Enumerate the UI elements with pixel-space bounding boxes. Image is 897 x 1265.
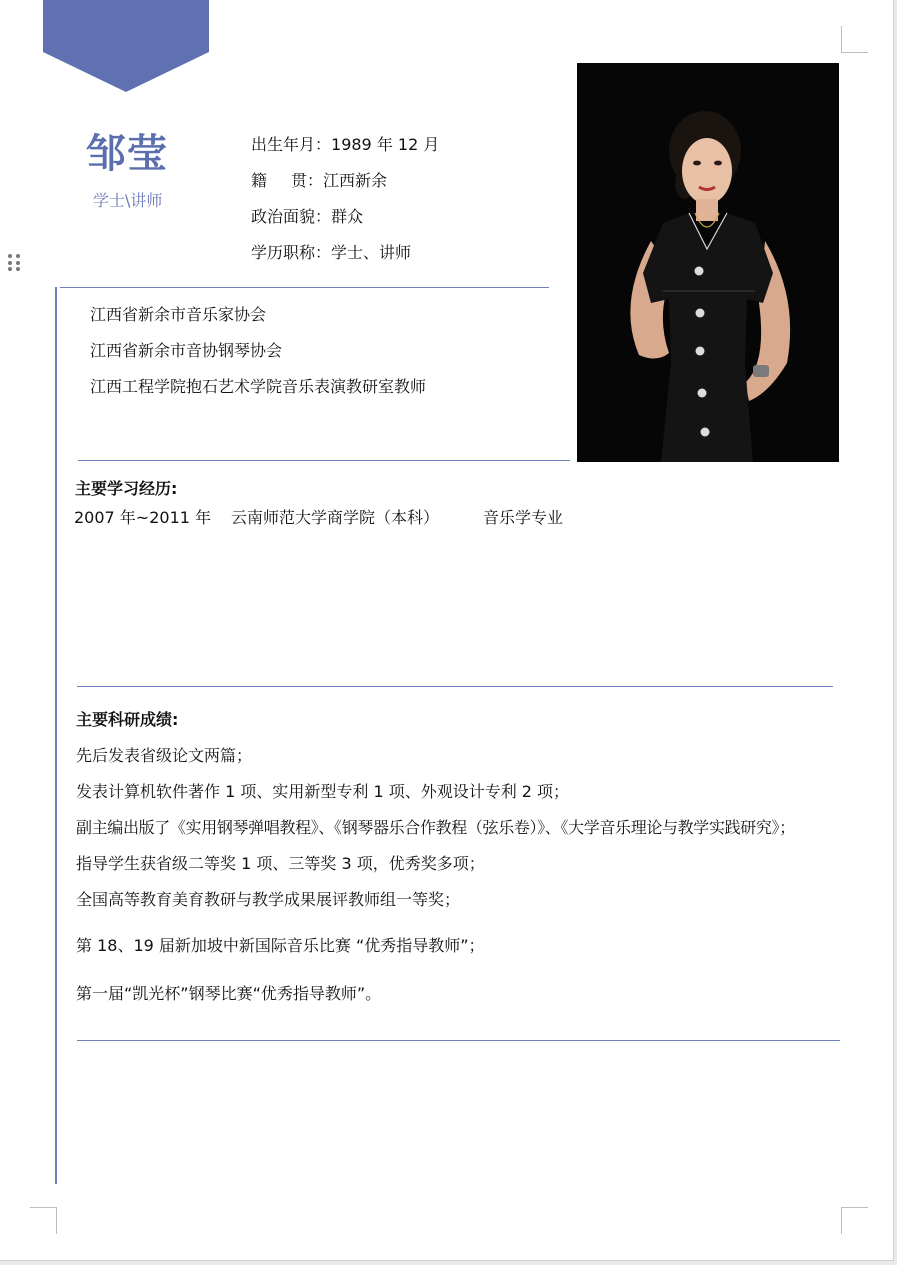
left-vertical-rule — [55, 287, 57, 1184]
info-native-place — [251, 168, 387, 191]
association-item: 江西省新余市音乐家协会 — [90, 305, 267, 324]
education-major: 音乐学专业 — [483, 508, 564, 527]
info-education-title-value: 学士、讲师 — [331, 243, 412, 262]
research-item: 先后发表省级论文两篇； — [76, 746, 253, 765]
research-item: 第一届“凯光杯”钢琴比赛“优秀指导教师”。 — [76, 984, 382, 1003]
divider-top — [60, 287, 549, 288]
info-birth-value: 1989 年 12 月 — [331, 135, 440, 154]
association-item: 江西省新余市音协钢琴协会 — [90, 341, 283, 360]
education-school: 云南师范大学商学院（本科） — [231, 508, 440, 527]
info-native-place-value: ：江西新余 — [307, 171, 388, 190]
divider-research — [77, 1040, 840, 1041]
education-period: 2007 年~2011 年 — [74, 508, 212, 527]
info-education-title-label: 学历职称： — [251, 243, 332, 262]
crop-mark-top-right — [841, 26, 868, 53]
research-item: 指导学生获省级二等奖 1 项、三等奖 3 项，优秀奖多项； — [76, 854, 485, 873]
info-political-status-value: 群众 — [331, 207, 364, 226]
profile-photo — [577, 63, 839, 462]
person-name: 邹莹 — [86, 131, 168, 177]
header-banner-shape — [43, 0, 209, 92]
divider-associations — [78, 460, 570, 461]
drag-handle-icon[interactable] — [8, 254, 20, 272]
info-birth — [251, 132, 439, 155]
info-political-status — [251, 204, 363, 227]
divider-education — [77, 686, 833, 687]
crop-mark-bottom-right — [841, 1207, 868, 1234]
research-section-title: 主要科研成绩: — [76, 710, 179, 729]
education-section-title: 主要学习经历: — [75, 479, 178, 498]
association-item: 江西工程学院抱石艺术学院音乐表演教研室教师 — [90, 377, 427, 396]
info-political-status-label: 政治面貌： — [251, 207, 332, 226]
degree-title: 学士\讲师 — [93, 191, 163, 210]
research-item: 发表计算机软件著作 1 项、实用新型专利 1 项、外观设计专利 2 项； — [76, 782, 570, 801]
crop-mark-bottom-left — [30, 1207, 57, 1234]
portrait-illustration — [577, 63, 839, 462]
research-item: 全国高等教育美育教研与教学成果展评教师组一等奖； — [76, 890, 461, 909]
info-native-place-label: 籍贯 — [251, 171, 332, 190]
research-item: 副主编出版了《实用钢琴弹唱教程》、《钢琴器乐合作教程（弦乐卷）》、《大学音乐理论与教学实践研究》； — [76, 818, 795, 837]
research-item: 第 18、19 届新加坡中新国际音乐比赛 “优秀指导教师”； — [76, 936, 485, 955]
info-education-title — [251, 240, 411, 263]
info-birth-label: 出生年月： — [251, 135, 332, 154]
